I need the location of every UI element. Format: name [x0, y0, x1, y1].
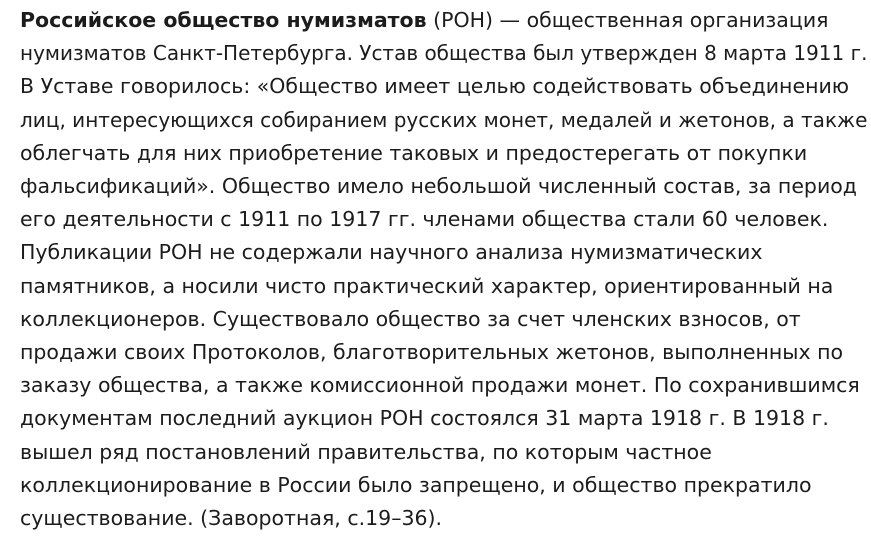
text-line-13: документам последний аукцион РОН состоялся 31 марта 1918 г. В 1918 г.: [20, 406, 829, 431]
text-line-3: В Уставе говорилось: «Общество имеет целью содействовать объединению: [20, 74, 850, 99]
article-term: Российское общество нумизматов: [20, 8, 427, 32]
text-line-14: вышел ряд постановлений правительства, по которым частное: [20, 439, 712, 464]
text-line-8: Публикации РОН не содержали научного анализа нумизматических: [20, 240, 763, 265]
text-line-1: [20, 4, 865, 37]
text-line-5: облегчать для них приобретение таковых и предостерегать от покупки: [20, 140, 808, 165]
text-line-2: нумизматов Санкт-Петербурга. Устав общества был утвержден 8 марта 1911 г.: [20, 41, 868, 66]
text-line-16: существование. (Заворотная, с.19–36).: [20, 506, 443, 531]
text-line-12: заказу общества, а также комиссионной продажи монет. По сохранившимся: [20, 373, 860, 398]
text-line-6: фальсификаций». Общество имело небольшой численный состав, за период: [20, 174, 857, 199]
text-line-10: коллекционеров. Существовало общество за счет членских взносов, от: [20, 306, 801, 331]
text-line-1-rest: (РОН) — общественная организация: [426, 8, 829, 32]
text-line-7: его деятельности с 1911 по 1917 гг. членами общества стали 60 человек.: [20, 207, 829, 232]
article-paragraph: [20, 4, 868, 535]
text-line-15: коллекционирование в России было запрещено, и общество прекратило: [20, 472, 812, 497]
text-line-11: продажи своих Протоколов, благотворительных жетонов, выполненных по: [20, 340, 844, 365]
text-line-9: памятников, а носили чисто практический характер, ориентированный на: [20, 273, 834, 298]
text-line-4: лиц, интересующихся собиранием русских монет, медалей и жетонов, а также: [20, 107, 868, 132]
